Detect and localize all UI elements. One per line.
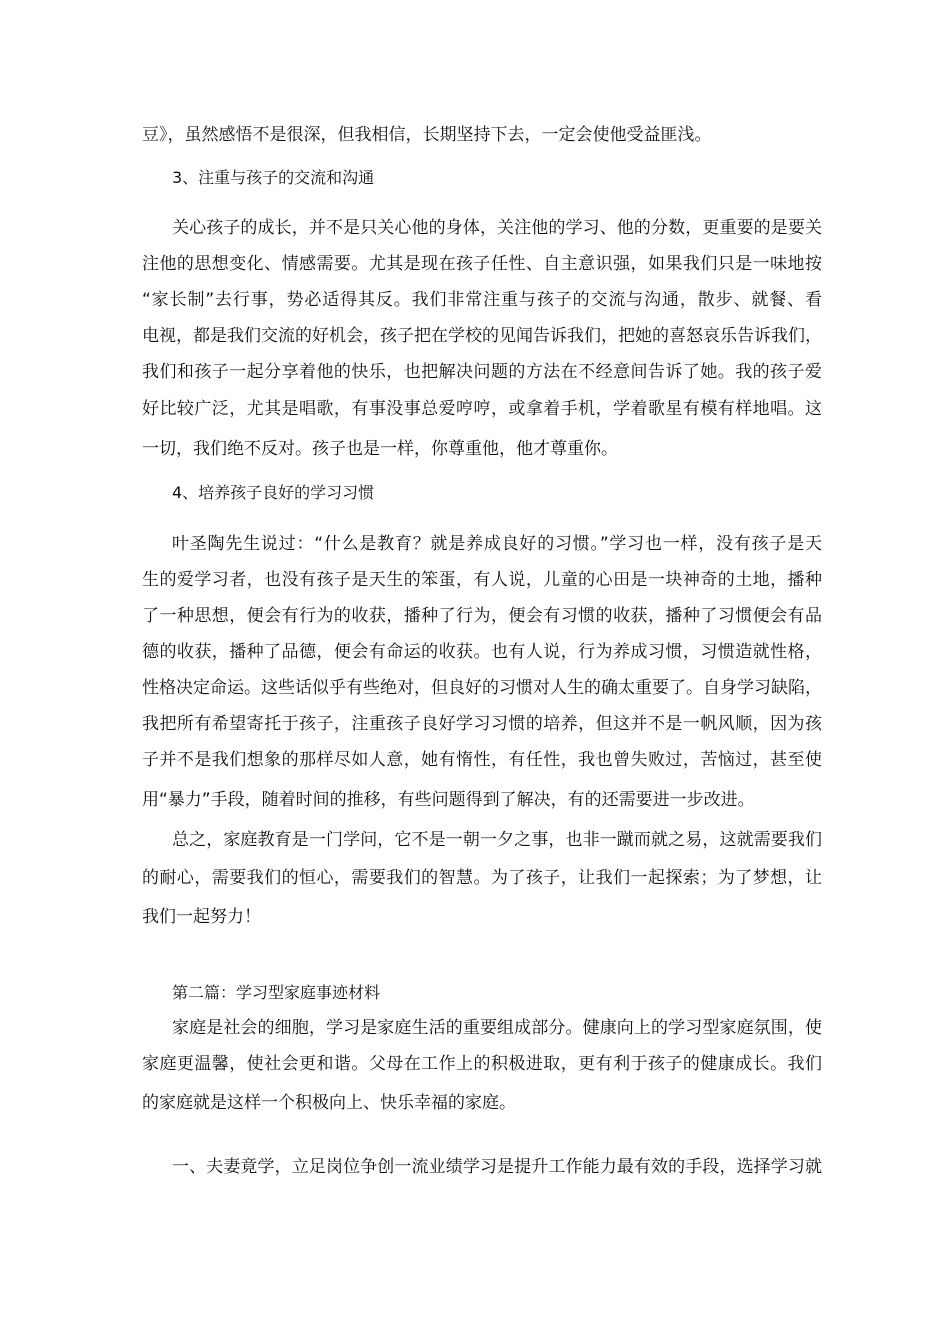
- section-heading: 3、注重与孩子的交流和沟通: [172, 168, 375, 187]
- text-line: 好比较广泛，尤其是唱歌，有事没事总爱哼哼，或拿着手机，学着歌星有模有样地唱。这: [142, 399, 822, 419]
- text-line: 我把所有希望寄托于孩子，注重孩子良好学习习惯的培养，但这并不是一帆风顺，因为孩: [142, 714, 822, 734]
- text-line: 性格决定命运。这些话似乎有些绝对，但良好的习惯对人生的确太重要了。自身学习缺陷，: [142, 678, 822, 698]
- text-line: 注他的思想变化、情感需要。尤其是现在孩子任性、自主意识强，如果我们只是一味地按: [142, 254, 822, 274]
- text-line: 关心孩子的成长，并不是只关心他的身体，关注他的学习、他的分数，更重要的是要关: [172, 218, 822, 238]
- text-line: 我们一起努力！: [142, 907, 261, 927]
- text-line: 一、夫妻竟学，立足岗位争创一流业绩学习是提升工作能力最有效的手段，选择学习就: [172, 1157, 822, 1177]
- text-line: 我们和孩子一起分享着他的快乐，也把解决问题的方法在不经意间告诉了她。我的孩子爱: [142, 362, 822, 382]
- text-line: 了一种思想，便会有行为的收获，播种了行为，便会有习惯的收获，播种了习惯便会有品: [142, 606, 822, 626]
- text-line: 总之，家庭教育是一门学问，它不是一朝一夕之事，也非一蹴而就之易，这就需要我们: [172, 830, 822, 850]
- text-line: 电视，都是我们交流的好机会，孩子把在学校的见闻告诉我们，把她的喜怒哀乐告诉我们，: [142, 326, 822, 346]
- text-line: “家长制”去行事，势必适得其反。我们非常注重与孩子的交流与沟通，散步、就餐、看: [142, 290, 822, 310]
- section-heading: 第二篇：学习型家庭事迹材料: [172, 983, 381, 1002]
- text-line: 的家庭就是这样一个积极向上、快乐幸福的家庭。: [142, 1093, 516, 1113]
- text-line: 豆》，虽然感悟不是很深，但我相信，长期坚持下去，一定会使他受益匪浅。: [142, 125, 712, 145]
- text-line: 生的爱学习者，也没有孩子是天生的笨蛋，有人说，儿童的心田是一块神奇的土地，播种: [142, 570, 822, 590]
- text-line: 的耐心，需要我们的恒心，需要我们的智慧。为了孩子，让我们一起探索；为了梦想，让: [142, 868, 822, 888]
- text-line: 用“暴力”手段，随着时间的推移，有些问题得到了解决，有的还需要进一步改进。: [142, 790, 755, 810]
- section-heading: 4、培养孩子良好的学习习惯: [172, 483, 375, 502]
- text-line: 德的收获，播种了品德，便会有命运的收获。也有人说，行为养成习惯，习惯造就性格，: [142, 642, 822, 662]
- text-line: 一切，我们绝不反对。孩子也是一样，你尊重他，他才尊重你。: [142, 439, 618, 459]
- text-line: 子并不是我们想象的那样尽如人意，她有惰性，有任性，我也曾失败过，苦恼过，甚至使: [142, 750, 822, 770]
- text-line: 叶圣陶先生说过：“什么是教育？就是养成良好的习惯。”学习也一样，没有孩子是天: [172, 534, 822, 554]
- text-line: 家庭是社会的细胞，学习是家庭生活的重要组成部分。健康向上的学习型家庭氛围，使: [172, 1018, 822, 1038]
- text-line: 家庭更温馨，使社会更和谐。父母在工作上的积极进取，更有利于孩子的健康成长。我们: [142, 1054, 822, 1074]
